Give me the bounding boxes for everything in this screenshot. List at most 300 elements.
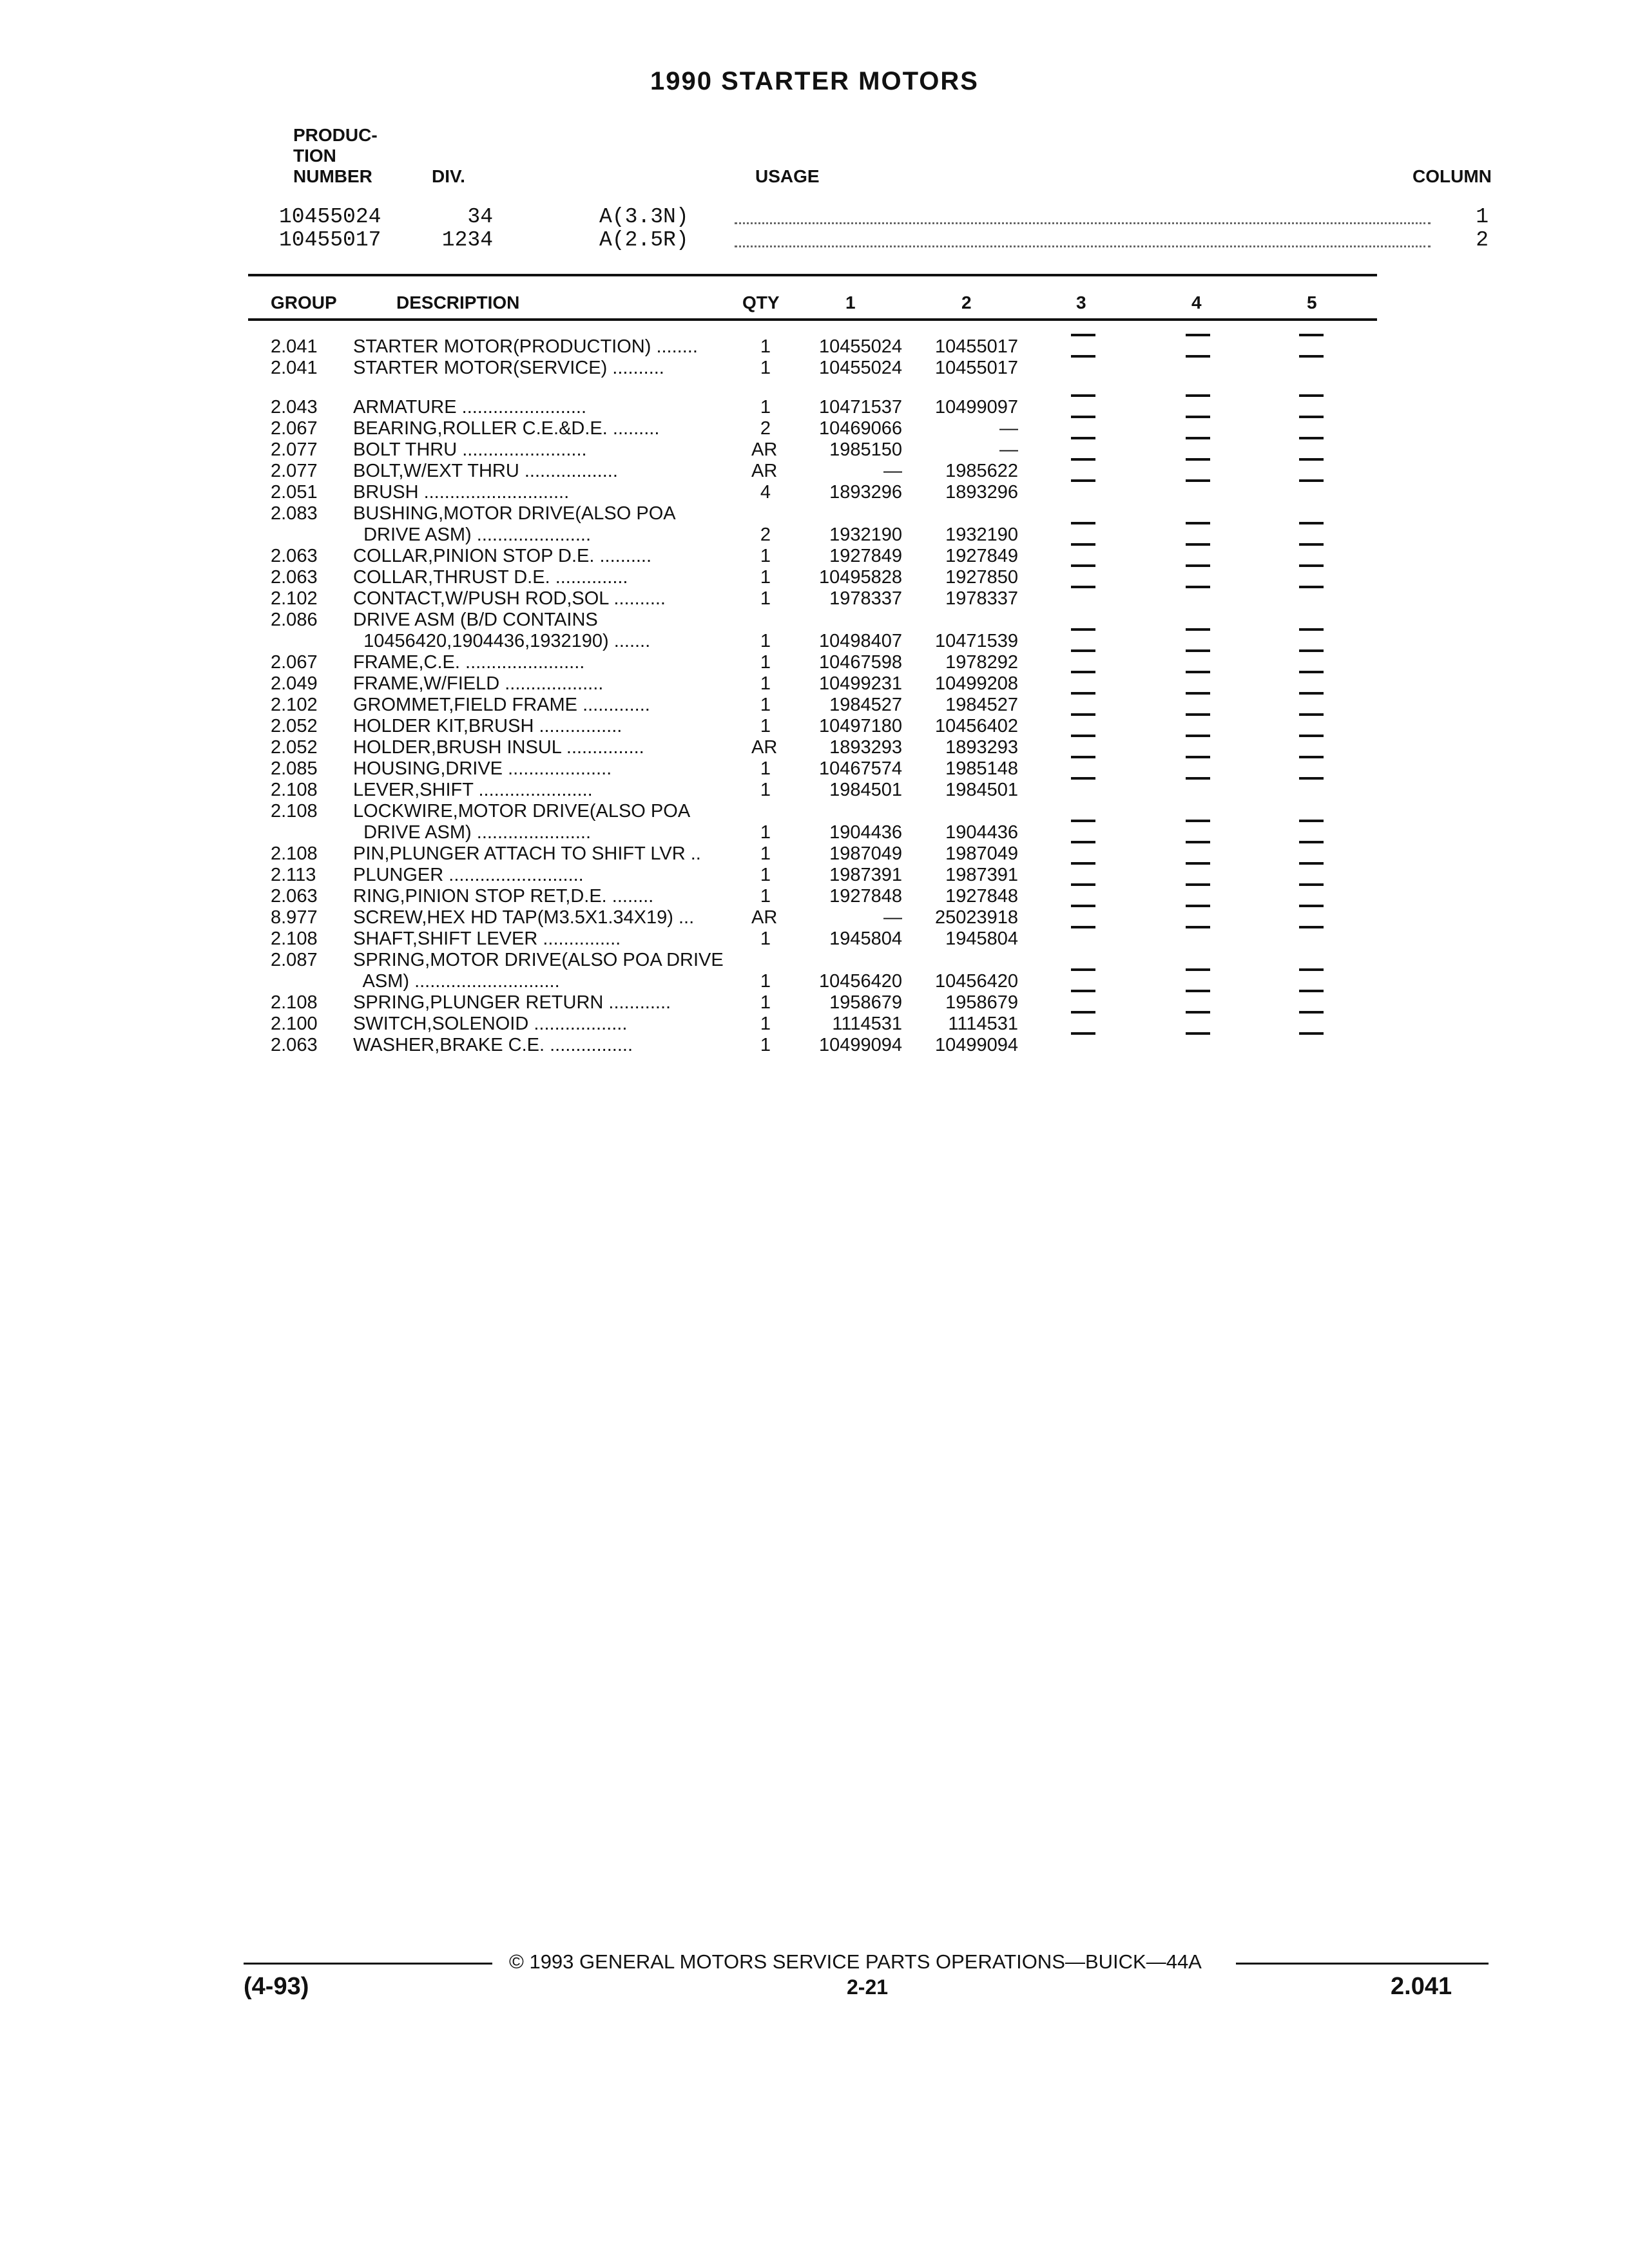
part-number-col2: 1932190 [945,524,1018,545]
part-number-col2: 1114531 [948,1014,1018,1034]
table-row [0,439,1629,461]
part-qty: 1 [760,695,771,715]
table-row [0,652,1629,673]
table-row [0,336,1629,358]
part-description: PLUNGER .......................... [353,865,584,885]
part-group: 2.108 [271,992,318,1013]
table-row [0,588,1629,610]
divider-table-header [248,318,1377,321]
table-row [0,950,1629,971]
part-description: COLLAR,THRUST D.E. .............. [353,567,628,588]
footer-copyright: © 1993 GENERAL MOTORS SERVICE PARTS OPERATIONS—BUICK—44A [509,1950,1202,1973]
part-group: 2.102 [271,695,318,715]
table-row [0,780,1629,801]
part-number-col1: 10455024 [818,358,902,378]
usage-leader-dots [735,245,1431,247]
part-description: SWITCH,SOLENOID .................. [353,1014,628,1034]
empty-cell-col3 [1071,735,1095,737]
col-header-qty: QTY [742,293,780,312]
part-qty: AR [751,439,778,460]
part-number-col2: 10455017 [934,336,1018,357]
empty-cell-col5 [1299,564,1324,567]
empty-cell-col5 [1299,777,1324,780]
empty-cell-col5 [1299,1011,1324,1014]
part-description: GROMMET,FIELD FRAME ............. [353,695,650,715]
empty-cell-col4 [1186,756,1210,758]
part-description: LOCKWIRE,MOTOR DRIVE(ALSO POA [353,801,691,822]
empty-cell-col5 [1299,334,1324,336]
column-label: COLUMN [1412,166,1492,186]
part-description: ASM) ............................ [353,971,560,992]
part-number-col2: 1927849 [945,546,1018,566]
table-row [0,546,1629,567]
part-number-col1: 1984527 [829,695,902,715]
usage-div: 1234 [441,228,493,252]
usage-number: 10455024 [279,205,381,229]
part-qty: 1 [760,865,771,885]
part-description: HOUSING,DRIVE .................... [353,758,612,779]
part-number-col2: 1985622 [945,461,1018,481]
usage-code: A(3.3N) [599,205,689,229]
part-number-col2: 1985148 [945,758,1018,779]
part-number-col1: 1114531 [832,1014,902,1034]
part-number-col1: — [883,907,902,928]
usage-div: 34 [467,205,493,229]
part-qty: 1 [760,397,771,418]
part-qty: 1 [760,631,771,651]
part-number-col2: 1893293 [945,737,1018,758]
empty-cell-col4 [1186,862,1210,865]
empty-cell-col5 [1299,926,1324,928]
empty-cell-col5 [1299,522,1324,524]
part-qty: 1 [760,1014,771,1034]
part-group: 2.113 [271,865,316,885]
empty-cell-col4 [1186,777,1210,780]
part-qty: 4 [760,482,771,503]
part-description: SPRING,PLUNGER RETURN ............ [353,992,671,1013]
col-header-1: 1 [845,293,856,312]
empty-cell-col4 [1186,926,1210,928]
col-header-3: 3 [1076,293,1086,312]
empty-cell-col4 [1186,692,1210,695]
part-group: 2.067 [271,418,318,439]
empty-cell-col4 [1186,334,1210,336]
col-header-5: 5 [1307,293,1317,312]
empty-cell-col3 [1071,926,1095,928]
table-row [0,1035,1629,1056]
empty-cell-col3 [1071,649,1095,652]
empty-cell-col4 [1186,458,1210,461]
part-description: BOLT THRU ........................ [353,439,587,460]
empty-cell-col5 [1299,862,1324,865]
empty-cell-col4 [1186,713,1210,716]
part-number-col2: 1893296 [945,482,1018,503]
empty-cell-col3 [1071,713,1095,716]
part-qty: 1 [760,780,771,800]
part-number-col2: — [999,418,1018,439]
empty-cell-col5 [1299,841,1324,843]
empty-cell-col4 [1186,820,1210,822]
part-qty: 1 [760,673,771,694]
part-qty: AR [751,907,778,928]
usage-column: 1 [1476,205,1489,229]
empty-cell-col4 [1186,586,1210,588]
part-qty: 1 [760,652,771,673]
empty-cell-col4 [1186,1011,1210,1014]
part-number-col1: 1893293 [829,737,902,758]
part-number-col2: 1984527 [945,695,1018,715]
empty-cell-col3 [1071,968,1095,971]
footer-rule-left [244,1963,492,1965]
part-number-col1: 10467598 [818,652,902,673]
part-number-col2: 1987391 [945,865,1018,885]
part-description: RING,PINION STOP RET,D.E. ........ [353,886,654,907]
empty-cell-col5 [1299,543,1324,546]
part-number-col1: 10497180 [818,716,902,736]
part-description: STARTER MOTOR(SERVICE) .......... [353,358,664,378]
part-description: ARMATURE ........................ [353,397,587,418]
table-row [0,737,1629,758]
part-number-col1: 10469066 [818,418,902,439]
part-number-col1: 10455024 [818,336,902,357]
empty-cell-col5 [1299,458,1324,461]
part-group: 2.086 [271,610,318,630]
part-number-col2: 1978337 [945,588,1018,609]
part-description: BOLT,W/EXT THRU .................. [353,461,618,481]
empty-cell-col5 [1299,820,1324,822]
table-row [0,843,1629,865]
empty-cell-col3 [1071,1011,1095,1014]
empty-cell-col4 [1186,394,1210,397]
part-number-col1: 10471537 [818,397,902,418]
part-group: 2.067 [271,652,318,673]
table-row [0,482,1629,503]
table-row [0,716,1629,737]
part-description: LEVER,SHIFT ...................... [353,780,593,800]
part-number-col1: 10495828 [818,567,902,588]
table-row [0,822,1629,843]
table-row [0,865,1629,886]
part-number-col1: 1985150 [829,439,902,460]
table-row [0,673,1629,695]
part-group: 2.052 [271,716,318,736]
part-number-col1: — [883,461,902,481]
part-description: FRAME,C.E. ....................... [353,652,585,673]
part-number-col2: 1927848 [945,886,1018,907]
part-qty: 1 [760,358,771,378]
part-number-col1: 1932190 [829,524,902,545]
part-number-col1: 1987049 [829,843,902,864]
part-number-col2: 1958679 [945,992,1018,1013]
empty-cell-col5 [1299,586,1324,588]
part-description: PIN,PLUNGER ATTACH TO SHIFT LVR .. [353,843,701,864]
empty-cell-col4 [1186,905,1210,907]
part-number-col1: 10456420 [818,971,902,992]
part-group: 2.108 [271,780,318,800]
part-number-col2: 10499094 [934,1035,1018,1055]
table-row [0,567,1629,588]
empty-cell-col3 [1071,862,1095,865]
part-number-col1: 10498407 [818,631,902,651]
part-number-col2: 1987049 [945,843,1018,864]
part-number-col1: 1927848 [829,886,902,907]
empty-cell-col3 [1071,416,1095,418]
empty-cell-col5 [1299,479,1324,482]
part-number-col2: 25023918 [934,907,1018,928]
empty-cell-col3 [1071,883,1095,886]
part-number-col2: 10456402 [934,716,1018,736]
part-group: 2.052 [271,737,318,758]
page-title: 1990 STARTER MOTORS [650,67,979,95]
empty-cell-col5 [1299,355,1324,358]
part-number-col2: 1945804 [945,928,1018,949]
part-qty: 1 [760,588,771,609]
part-group: 2.085 [271,758,318,779]
empty-cell-col5 [1299,394,1324,397]
part-description: BUSHING,MOTOR DRIVE(ALSO POA [353,503,676,524]
part-group: 2.100 [271,1014,318,1034]
part-number-col1: 1987391 [829,865,902,885]
div-label: DIV. [432,166,465,186]
part-description: HOLDER KIT,BRUSH ................ [353,716,622,736]
col-header-4: 4 [1191,293,1202,312]
empty-cell-col5 [1299,968,1324,971]
empty-cell-col5 [1299,1032,1324,1035]
empty-cell-col3 [1071,334,1095,336]
empty-cell-col3 [1071,479,1095,482]
part-number-col1: 1893296 [829,482,902,503]
part-description: SPRING,MOTOR DRIVE(ALSO POA DRIVE [353,950,724,970]
table-row [0,928,1629,950]
empty-cell-col3 [1071,990,1095,992]
part-description: WASHER,BRAKE C.E. ................ [353,1035,633,1055]
empty-cell-col3 [1071,394,1095,397]
part-number-col1: 1984501 [829,780,902,800]
part-description: HOLDER,BRUSH INSUL ............... [353,737,644,758]
usage-column: 2 [1476,228,1489,252]
empty-cell-col4 [1186,479,1210,482]
part-description: FRAME,W/FIELD ................... [353,673,604,694]
part-description: CONTACT,W/PUSH ROD,SOL .......... [353,588,666,609]
part-number-col2: 10455017 [934,358,1018,378]
part-number-col2: 1927850 [945,567,1018,588]
part-number-col1: 10499094 [818,1035,902,1055]
empty-cell-col3 [1071,692,1095,695]
empty-cell-col5 [1299,990,1324,992]
part-number-col2: 10499208 [934,673,1018,694]
table-row [0,524,1629,546]
empty-cell-col3 [1071,671,1095,673]
part-qty: 1 [760,928,771,949]
usage-leader-dots [735,222,1431,224]
part-group: 2.063 [271,546,318,566]
empty-cell-col4 [1186,355,1210,358]
empty-cell-col3 [1071,586,1095,588]
table-row [0,992,1629,1014]
empty-cell-col4 [1186,628,1210,631]
part-group: 2.087 [271,950,318,970]
table-row [0,907,1629,928]
part-group: 2.063 [271,886,318,907]
part-number-col1: 1945804 [829,928,902,949]
empty-cell-col3 [1071,820,1095,822]
part-number-col1: 1958679 [829,992,902,1013]
empty-cell-col3 [1071,905,1095,907]
part-number-col2: 10456420 [934,971,1018,992]
table-row [0,801,1629,822]
part-qty: AR [751,737,778,758]
empty-cell-col3 [1071,756,1095,758]
part-qty: 1 [760,758,771,779]
empty-cell-col5 [1299,437,1324,439]
part-group: 2.051 [271,482,318,503]
empty-cell-col5 [1299,649,1324,652]
table-row [0,695,1629,716]
table-row [0,610,1629,631]
part-group: 2.043 [271,397,318,418]
empty-cell-col4 [1186,671,1210,673]
empty-cell-col3 [1071,458,1095,461]
footer-date-code: (4-93) [244,1973,309,2000]
part-number-col1: 1978337 [829,588,902,609]
table-row [0,886,1629,907]
empty-cell-col3 [1071,437,1095,439]
usage-code: A(2.5R) [599,228,689,252]
part-number-col2: 10471539 [934,631,1018,651]
part-group: 2.041 [271,336,318,357]
empty-cell-col5 [1299,713,1324,716]
part-number-col2: 1984501 [945,780,1018,800]
col-header-description: DESCRIPTION [396,293,520,312]
col-header-group: GROUP [271,293,337,312]
empty-cell-col4 [1186,522,1210,524]
part-group: 2.049 [271,673,318,694]
part-group: 2.108 [271,843,318,864]
usage-number: 10455017 [279,228,381,252]
part-qty: 2 [760,418,771,439]
part-number-col2: 10499097 [934,397,1018,418]
empty-cell-col3 [1071,564,1095,567]
empty-cell-col4 [1186,649,1210,652]
part-description: BRUSH ............................ [353,482,570,503]
empty-cell-col5 [1299,905,1324,907]
part-description: COLLAR,PINION STOP D.E. .......... [353,546,652,566]
part-description: BEARING,ROLLER C.E.&D.E. ......... [353,418,660,439]
part-description: DRIVE ASM (B/D CONTAINS [353,610,598,630]
part-group: 2.063 [271,567,318,588]
empty-cell-col4 [1186,990,1210,992]
empty-cell-col3 [1071,628,1095,631]
part-number-col1: 1904436 [829,822,902,843]
part-description: DRIVE ASM) ...................... [353,524,592,545]
footer-page-number: 2-21 [847,1975,889,1999]
table-row [0,461,1629,482]
part-group: 2.041 [271,358,318,378]
part-number-col1: 10467574 [818,758,902,779]
empty-cell-col4 [1186,416,1210,418]
empty-cell-col4 [1186,1032,1210,1035]
part-group: 2.108 [271,928,318,949]
empty-cell-col3 [1071,777,1095,780]
part-qty: 1 [760,971,771,992]
part-number-col2: — [999,439,1018,460]
part-qty: 1 [760,843,771,864]
empty-cell-col3 [1071,522,1095,524]
divider-usage [248,274,1377,276]
part-description: SCREW,HEX HD TAP(M3.5X1.34X19) ... [353,907,695,928]
part-group: 8.977 [271,907,318,928]
empty-cell-col4 [1186,543,1210,546]
empty-cell-col4 [1186,968,1210,971]
empty-cell-col3 [1071,543,1095,546]
empty-cell-col5 [1299,628,1324,631]
part-description: DRIVE ASM) ...................... [353,822,592,843]
part-qty: 1 [760,336,771,357]
footer-rule-right [1236,1963,1489,1965]
part-qty: AR [751,461,778,481]
part-group: 2.102 [271,588,318,609]
empty-cell-col4 [1186,735,1210,737]
part-description: STARTER MOTOR(PRODUCTION) ........ [353,336,698,357]
empty-cell-col5 [1299,671,1324,673]
part-qty: 1 [760,992,771,1013]
table-row [0,397,1629,418]
part-group: 2.108 [271,801,318,822]
table-row [0,503,1629,524]
part-qty: 1 [760,567,771,588]
part-number-col1: 10499231 [818,673,902,694]
part-number-col2: 1904436 [945,822,1018,843]
part-group: 2.083 [271,503,318,524]
empty-cell-col3 [1071,841,1095,843]
footer-section-number: 2.041 [1391,1973,1452,2000]
part-qty: 1 [760,886,771,907]
part-qty: 2 [760,524,771,545]
part-qty: 1 [760,546,771,566]
empty-cell-col3 [1071,1032,1095,1035]
production-number-label: PRODUC- TION NUMBER [293,125,378,186]
table-row [0,631,1629,652]
part-description: 10456420,1904436,1932190) ....... [353,631,651,651]
empty-cell-col5 [1299,883,1324,886]
part-group: 2.077 [271,461,318,481]
part-qty: 1 [760,716,771,736]
table-row [0,758,1629,780]
part-qty: 1 [760,822,771,843]
empty-cell-col4 [1186,841,1210,843]
usage-label: USAGE [755,166,820,186]
col-header-2: 2 [961,293,972,312]
part-number-col1: 1927849 [829,546,902,566]
empty-cell-col3 [1071,355,1095,358]
empty-cell-col5 [1299,756,1324,758]
empty-cell-col4 [1186,883,1210,886]
table-row [0,971,1629,992]
table-row [0,358,1629,379]
empty-cell-col5 [1299,735,1324,737]
empty-cell-col5 [1299,416,1324,418]
part-description: SHAFT,SHIFT LEVER ............... [353,928,621,949]
part-group: 2.063 [271,1035,318,1055]
part-qty: 1 [760,1035,771,1055]
part-group: 2.077 [271,439,318,460]
table-row [0,418,1629,439]
empty-cell-col4 [1186,564,1210,567]
part-number-col2: 1978292 [945,652,1018,673]
table-row [0,1014,1629,1035]
empty-cell-col5 [1299,692,1324,695]
empty-cell-col4 [1186,437,1210,439]
